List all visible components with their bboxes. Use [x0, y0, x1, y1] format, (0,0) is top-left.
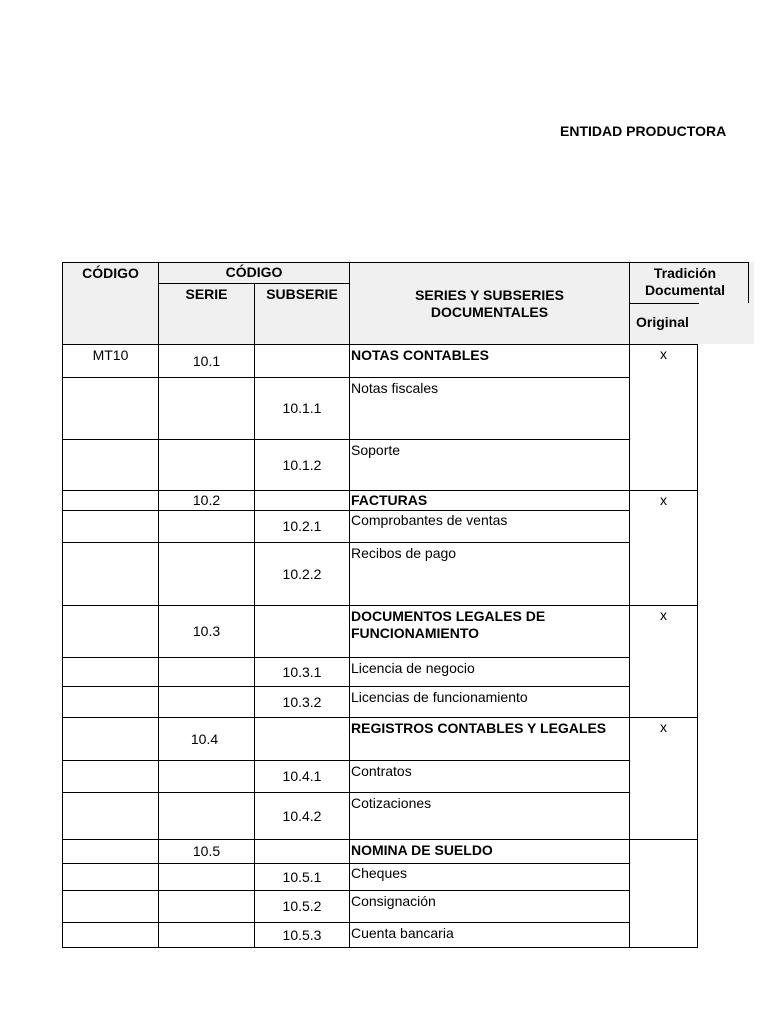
codigo-cell	[62, 490, 158, 510]
codigo-cell	[62, 792, 158, 839]
subserie-code: 10.5.3	[282, 926, 322, 943]
serie-cell	[158, 542, 254, 605]
header-series-subseries-label: SERIES Y SUBSERIES DOCUMENTALES	[415, 286, 564, 320]
subserie-code: 10.5.1	[282, 868, 322, 885]
original-mark-cell: x	[629, 490, 698, 605]
subserie-code: 10.5.2	[282, 898, 322, 914]
original-mark-cell: x	[629, 605, 698, 717]
serie-cell	[158, 839, 254, 863]
series-name-cell: REGISTROS CONTABLES Y LEGALES	[349, 717, 629, 760]
subserie-cell	[254, 344, 349, 377]
codigo-cell	[62, 922, 158, 948]
subserie-code: 10.3.2	[282, 693, 322, 710]
subserie-cell	[254, 377, 349, 439]
codigo-cell	[62, 439, 158, 490]
subserie-cell	[254, 657, 349, 686]
subserie-cell	[254, 542, 349, 605]
subserie-cell	[254, 863, 349, 890]
subserie-code: 10.2.2	[282, 565, 322, 582]
header-series-subseries	[349, 262, 629, 344]
codigo-cell	[62, 377, 158, 439]
subserie-code: 10.2.1	[282, 518, 322, 534]
original-mark-cell: x	[629, 717, 698, 839]
header-serie: SERIE	[158, 283, 254, 344]
codigo-cell	[62, 657, 158, 686]
codigo-cell	[62, 890, 158, 922]
series-name-cell: DOCUMENTOS LEGALES DE FUNCIONAMIENTO	[349, 605, 629, 657]
serie-cell	[158, 510, 254, 542]
serie-cell	[158, 890, 254, 922]
series-name-cell: NOTAS CONTABLES	[349, 344, 629, 377]
subserie-cell	[254, 510, 349, 542]
subseries-name-cell: Notas fiscales	[349, 377, 629, 439]
header-original: Original	[629, 303, 699, 344]
header-codigo-group: CÓDIGO	[158, 262, 349, 283]
subserie-cell	[254, 792, 349, 839]
subseries-name-cell: Cotizaciones	[349, 792, 629, 839]
header-tradicion	[629, 262, 749, 303]
subserie-cell	[254, 686, 349, 717]
codigo-cell	[62, 839, 158, 863]
codigo-cell	[62, 510, 158, 542]
subserie-code: 10.1.1	[282, 400, 322, 416]
subserie-cell	[254, 760, 349, 792]
subserie-cell	[254, 439, 349, 490]
entity-title: ENTIDAD PRODUCTORA	[560, 123, 727, 139]
codigo-cell: MT10	[62, 344, 158, 377]
serie-cell	[158, 657, 254, 686]
serie-cell	[158, 792, 254, 839]
subseries-name-cell: Comprobantes de ventas	[349, 510, 629, 542]
subserie-cell	[254, 717, 349, 760]
subseries-name-cell: Licencia de negocio	[349, 657, 629, 686]
serie-cell	[158, 922, 254, 948]
header-codigo: CÓDIGO	[62, 262, 158, 344]
serie-code: 10.1	[192, 352, 221, 369]
serie-cell	[158, 439, 254, 490]
codigo-cell	[62, 717, 158, 760]
serie-cell	[158, 490, 254, 510]
serie-code: 10.2	[192, 492, 221, 508]
subserie-cell	[254, 605, 349, 657]
subserie-code: 10.1.2	[282, 456, 322, 473]
codigo-cell	[62, 686, 158, 717]
subserie-cell	[254, 490, 349, 510]
serie-code: 10.4	[190, 730, 219, 747]
codigo-cell	[62, 605, 158, 657]
serie-cell	[158, 605, 254, 657]
codigo-cell	[62, 863, 158, 890]
serie-cell	[158, 760, 254, 792]
subseries-name-cell: Contratos	[349, 760, 629, 792]
subserie-cell	[254, 890, 349, 922]
subseries-name-cell: Recibos de pago	[349, 542, 629, 605]
series-name-cell: FACTURAS	[349, 490, 629, 510]
subseries-name-cell: Consignación	[349, 890, 629, 922]
original-mark-cell	[629, 839, 698, 948]
original-mark-cell: x	[629, 344, 698, 490]
serie-cell	[158, 686, 254, 717]
subserie-code: 10.3.1	[282, 663, 322, 680]
series-name-cell: NOMINA DE SUELDO	[349, 839, 629, 863]
serie-cell	[158, 377, 254, 439]
serie-cell	[158, 863, 254, 890]
codigo-cell	[62, 542, 158, 605]
subseries-name-cell: Cheques	[349, 863, 629, 890]
header-subserie: SUBSERIE	[254, 283, 349, 344]
subseries-name-cell: Soporte	[349, 439, 629, 490]
subseries-name-cell: Cuenta bancaria	[349, 922, 629, 948]
subseries-name-cell: Licencias de funcionamiento	[349, 686, 629, 717]
serie-cell	[158, 717, 254, 760]
serie-code: 10.5	[192, 843, 221, 859]
subserie-cell	[254, 839, 349, 863]
header-tradicion-label: Tradición Documental	[644, 265, 726, 298]
subserie-code: 10.4.1	[282, 768, 322, 784]
serie-cell	[158, 344, 254, 377]
subserie-cell	[254, 922, 349, 948]
serie-code: 10.3	[192, 623, 221, 639]
subserie-code: 10.4.2	[282, 807, 322, 824]
codigo-cell	[62, 760, 158, 792]
